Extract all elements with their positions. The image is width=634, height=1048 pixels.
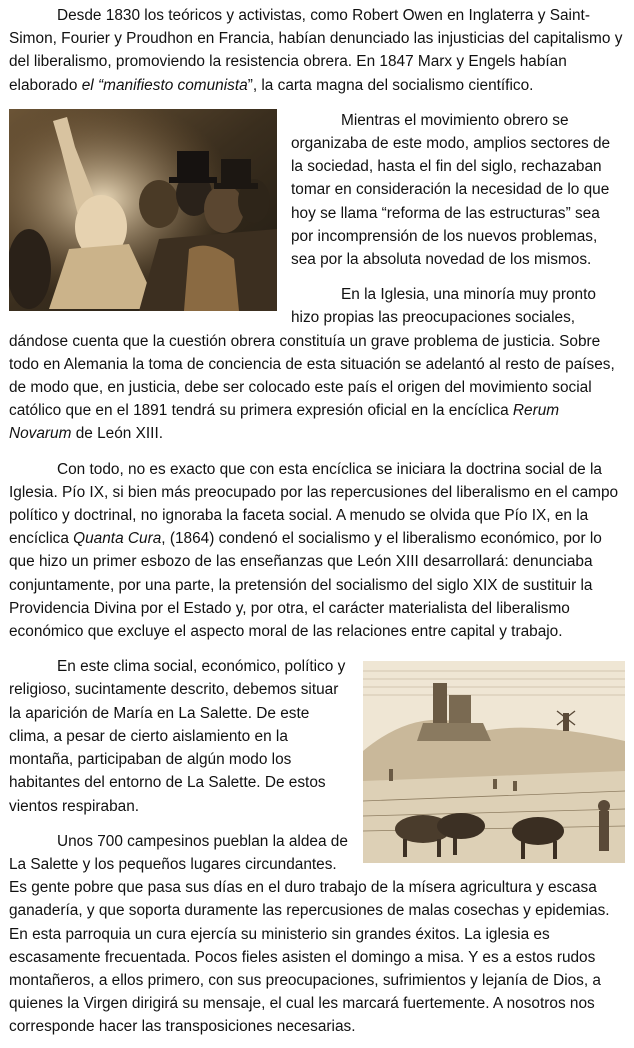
document-page — [9, 4, 625, 1039]
paragraph-1-text: Desde 1830 los teóricos y activistas, como Robert Owen en Inglaterra y Saint-Simon, Fourier y Proudhon en Francia, habían denunciado las injusticias del capitalismo y del liberalismo, promoviendo la resistencia obrera. En 1847 Marx y Engels habían elaborado — [9, 7, 623, 94]
workers-uprising-painting — [9, 109, 277, 311]
manifesto-title: el “manifiesto comunista — [81, 76, 248, 94]
farmland-engraving — [363, 661, 625, 863]
rerum-novarum-title: Rerum Novarum — [9, 402, 560, 443]
paragraph-6: Unos 700 campesinos pueblan la aldea de La Salette y los pequeños lugares circundantes. Es gente pobre que pasa sus días en el duro trabajo de la mísera agricultura y escasa ganadería, y que soporta duramente las repercusiones de malas cosechas y epidemias. En esta parroquia un cura ejercía su ministerio sin grandes éxitos. La iglesia es escasamente frecuentada. Pocos fieles asisten el domingo a misa. Y es a estos rudos montañeros, a ellos primero, con sus preocupaciones, sufrimientos y lejanía de Dios, a quienes la Virgen dirigirá su mensaje, el cual les marcará fuertemente. A nosotros nos corresponde hacer las transposiciones necesarias. — [9, 832, 610, 1036]
paragraph-4 — [9, 458, 625, 644]
paragraph-3-text: En la Iglesia, una minoría muy pronto hizo propias las preocupaciones sociales, dándose cuenta que la cuestión obrera constituía un grave problema de justicia. Sobre todo en Alemania la toma de conciencia de esta situación se adelantó al resto de países, de modo que, en justicia, debe ser colocado este país el origen del movimiento social católico que en el 1891 tendrá su primera expresión oficial en la encíclica — [9, 286, 615, 420]
paragraph-5: En este clima social, económico, político y religioso, sucintamente descrito, debemos situar la aparición de María en La Salette. De este clima, a pesar de cierto aislamiento en la montaña, participaban de algún modo los habitantes del entorno de La Salette. De estos vientos respiraban. — [9, 658, 346, 815]
paragraph-3-end: de León XIII. — [71, 425, 163, 443]
paragraph-2: Mientras el movimiento obrero se organizaba de este modo, amplios sectores de la sociedad, hasta el fin del siglo, rechazaban tomar en consideración la necesidad de lo que hoy se llama “reforma de las estructuras” sea por incomprensión de los nuevos problemas, sea por la absoluta novedad de los mismos. — [291, 111, 611, 269]
quanta-cura-title: Quanta Cura — [73, 530, 162, 548]
paragraph-4-end: , (1864) condenó el socialismo y el liberalismo económico, por lo que hizo un primer esbozo de las enseñanzas que León XIII desarrollará: denunciaba conjuntamente, por una parte, la pretensión del socialismo del siglo XIX de sustituir la Providencia Divina por el Estado y, por otra, el carácter materialista del liberalismo económico que excluye el aspecto moral de las relaciones entre capital y trabajo. — [9, 530, 602, 641]
paragraph-1-end: ”, la carta magna del socialismo científico. — [247, 76, 534, 94]
paragraph-1 — [9, 4, 625, 97]
paragraph-4-text: Con todo, no es exacto que con esta encíclica se iniciara la doctrina social de la Iglesia. Pío IX, si bien más preocupado por las repercusiones del liberalismo en el campo político y doctrinal, no ignoraba la faceta social. A menudo se olvida que Pío IX, en la encíclica — [9, 460, 619, 548]
